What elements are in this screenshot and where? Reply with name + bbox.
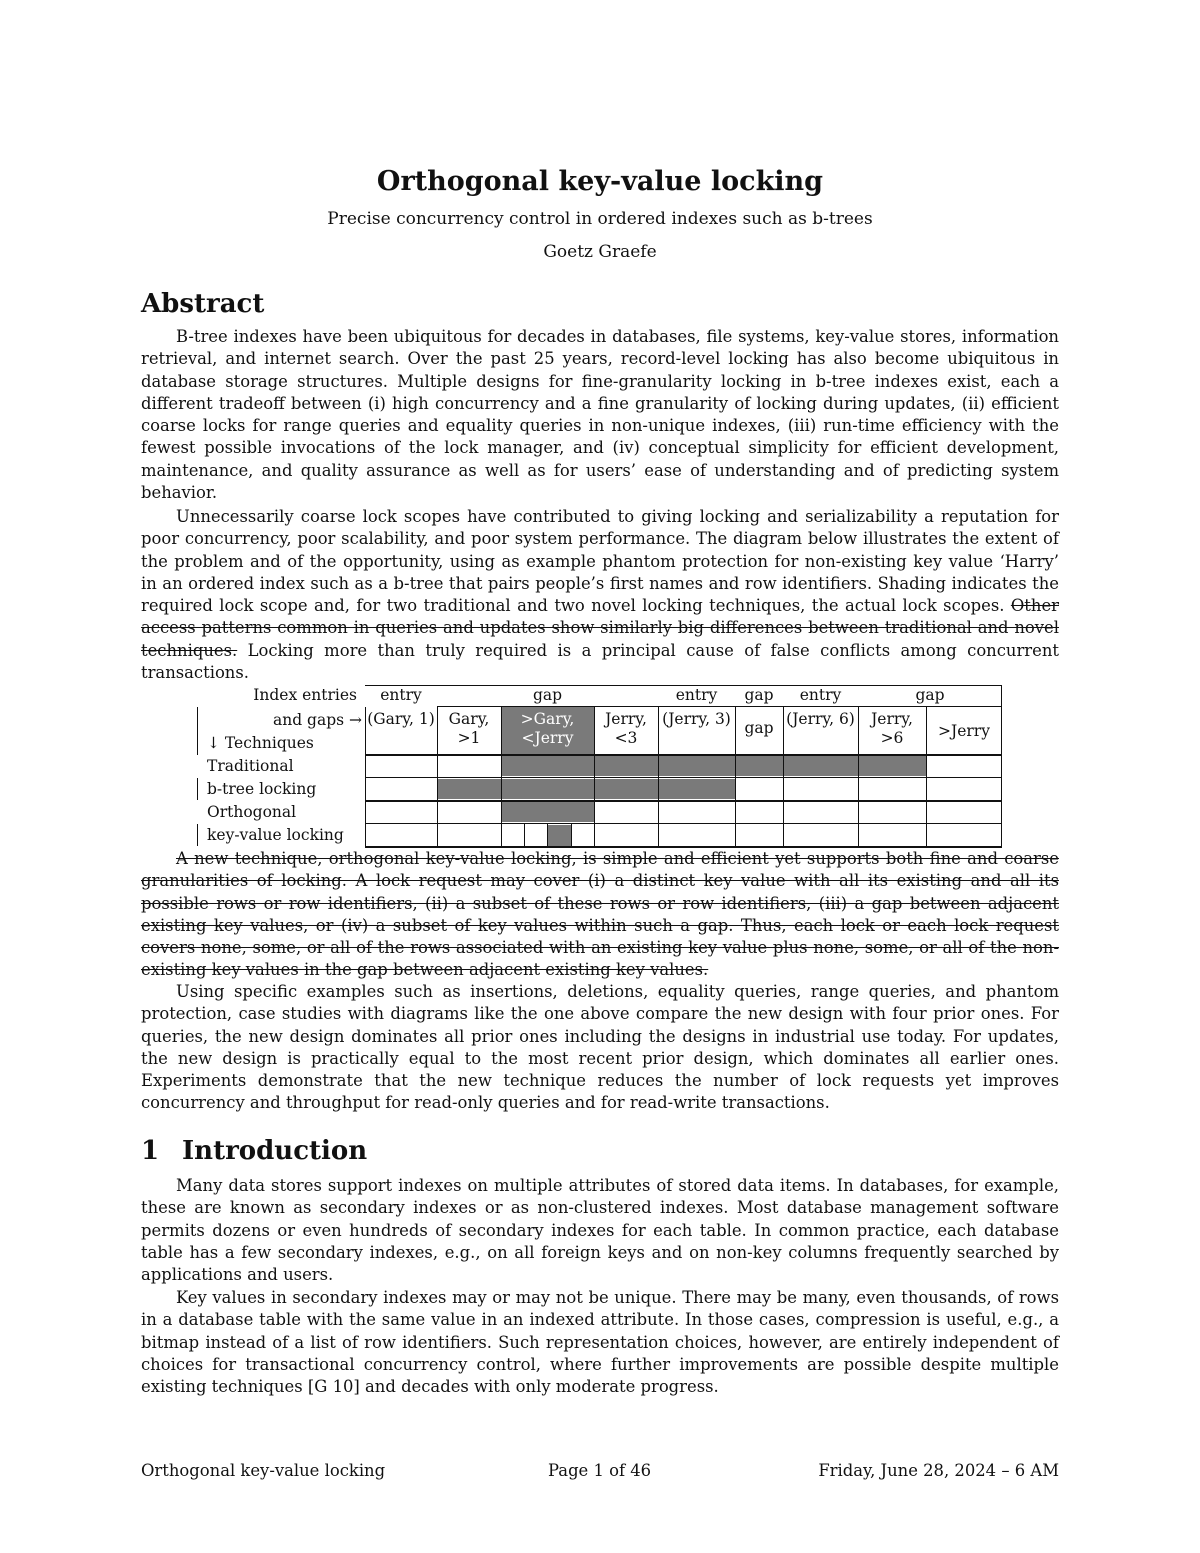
table-rule [783,707,784,848]
abstract-paragraph-4 [141,981,1059,1115]
abstract-heading: Abstract [141,289,265,319]
orthogonal-scope-shade-2 [548,825,571,846]
column-header: gap [744,719,774,737]
lock-scope-table [197,685,1002,848]
table-rule [658,707,659,848]
author-name: Goetz Graefe [543,242,657,262]
table-rule [197,824,198,846]
intro-text-1: Many data stores support indexes on multiple attributes of stored data items. In databases, for example, these are known as secondary indexes or as non-clustered indexes. Most database management software permits dozens or even hundreds of secondary indexes for each table. In common practice, each database table has a few secondary indexes, e.g., on all foreign keys and on non-key columns frequently searched by applications and users. [141,1176,1059,1285]
column-header: >Jerry [938,722,990,740]
table-rule [365,800,1002,802]
table-rule [735,707,736,848]
abstract-text-2-struck: Other access patterns common in queries and updates show similarly big differences between traditional and novel techniques. [141,596,1059,660]
paper-subtitle: Precise concurrency control in ordered indexes such as b-trees [327,209,873,229]
table-rule [365,707,366,848]
intro-text-2: Key values in secondary indexes may or may not be unique. There may be many, even thousands, of rows in a database table with the same value in an indexed attribute. In those cases, compression is useful, e.g., a bitmap instead of a list of row identifiers. Such representation choices, however, are entirely independent of choices for transactional concurrency control, where further improvements are possible despite multiple existing techniques [G 10] and decades with only moderate progress. [141,1288,1059,1397]
group-label: entry [799,686,842,704]
abstract-paragraph-1 [141,326,1059,504]
table-rule [571,824,572,846]
row-label: Traditional [207,757,294,775]
table-rule [197,707,198,755]
abstract-text-1: B-tree indexes have been ubiquitous for decades in databases, file systems, key-value stores, information retrieval, and internet search. Over the past 25 years, record-level locking has also become ubiquitous in database storage structures. Multiple designs for fine-granularity locking in b-tree indexes exist, each a different tradeoff between (i) high concurrency and a fine granularity of locking during updates, (ii) efficient coarse locks for range queries and equality queries in non-unique indexes, (iii) run-time efficiency with the fewest possible invocations of the lock manager, and (iv) conceptual simplicity for efficient development, maintenance, and quality assurance as well as for users’ ease of understanding and of predicting system behavior. [141,327,1059,503]
row-label: b-tree locking [207,780,317,798]
group-label: entry [675,686,718,704]
table-rule [197,778,198,800]
table-rule [524,824,525,846]
header-label-techniques: ↓ Techniques [207,734,314,752]
abstract-paragraph-3 [141,848,1059,982]
table-rule [858,707,859,848]
traditional-scope-shade-2 [437,779,735,799]
orthogonal-scope-shade-1 [501,802,594,822]
intro-paragraph-1 [141,1175,1059,1286]
table-rule [437,707,438,848]
column-header: (Jerry, 3) [662,710,731,728]
table-rule [594,707,595,848]
group-label: gap [744,686,774,704]
header-label-and-gaps: and gaps → [272,711,362,729]
group-label: entry [380,686,422,704]
column-header: >Gary, <Jerry [520,710,575,747]
abstract-text-3-struck: A new technique, orthogonal key-value locking, is simple and efficient yet supports both fine and coarse granularities of locking. A lock request may cover (i) a distinct key value with all its existing and all its possible rows or row identifiers, (ii) a subset of these rows or row identifiers, (iii) a gap between adjacent existing key values, or (iv) a subset of key values within such a gap. Thus, each lock or each lock request covers none, some, or all of the rows associated with an existing key value plus none, some, or all of the non-existing key values in the gap between adjacent existing key values. [141,849,1059,980]
column-header: (Jerry, 6) [786,710,855,728]
column-header: Jerry, >6 [871,710,913,747]
abstract-text-4: Using specific examples such as insertions, deletions, equality queries, range queries, and phantom protection, case studies with diagrams like the one above compare the new design with four prior ones. For queries, the new design dominates all prior ones including the designs in industrial use today. For updates, the new design is practically equal to the most recent prior design, which dominates all earlier ones. Experiments demonstrate that the new technique reduces the number of lock requests yet improves concurrency and throughput for read-only queries and for read-write transactions. [141,982,1059,1113]
column-header: (Gary, 1) [367,710,435,728]
row-label: Orthogonal [207,803,297,821]
abstract-text-2a: Unnecessarily coarse lock scopes have contributed to giving locking and serializability a reputation for poor concurrency, poor scalability, and poor system performance. The diagram below illustrates the extent of the problem and of the opportunity, using as example phantom protection for non-existing key value ‘Harry’ in an ordered index such as a b-tree that pairs people’s first names and row identifiers. Shading indicates the required lock scope and, for two traditional and two novel locking techniques, the actual lock scopes. [141,507,1059,616]
abstract-paragraph-2 [141,506,1059,684]
footer-date: Friday, June 28, 2024 – 6 AM [818,1461,1059,1480]
table-rule [365,754,1002,756]
column-header: Jerry, <3 [605,710,647,747]
group-label: gap [532,686,563,704]
abstract-text-2b: Locking more than truly required is a principal cause of false conflicts among concurrent transactions. [141,640,1059,683]
footer-title: Orthogonal key-value locking [141,1461,386,1480]
row-label: key-value locking [207,826,344,844]
traditional-scope-shade-1 [501,756,927,776]
section-number: 1 [141,1136,160,1166]
table-rule [501,707,502,848]
section-title: Introduction [182,1136,368,1166]
table-rule [437,706,1002,707]
column-header: Gary, >1 [448,710,490,747]
group-label: gap [915,686,945,704]
table-rule [365,823,1002,824]
section-heading-introduction [141,1136,367,1166]
paper-title: Orthogonal key-value locking [376,166,824,197]
table-rule [365,777,1002,778]
table-rule [547,824,548,846]
table-rule [1001,685,1002,848]
table-rule [365,685,1002,686]
header-label-index-entries: Index entries [253,686,357,704]
footer-page-number: Page 1 of 46 [548,1461,652,1480]
intro-paragraph-2 [141,1287,1059,1398]
table-rule [926,707,927,848]
